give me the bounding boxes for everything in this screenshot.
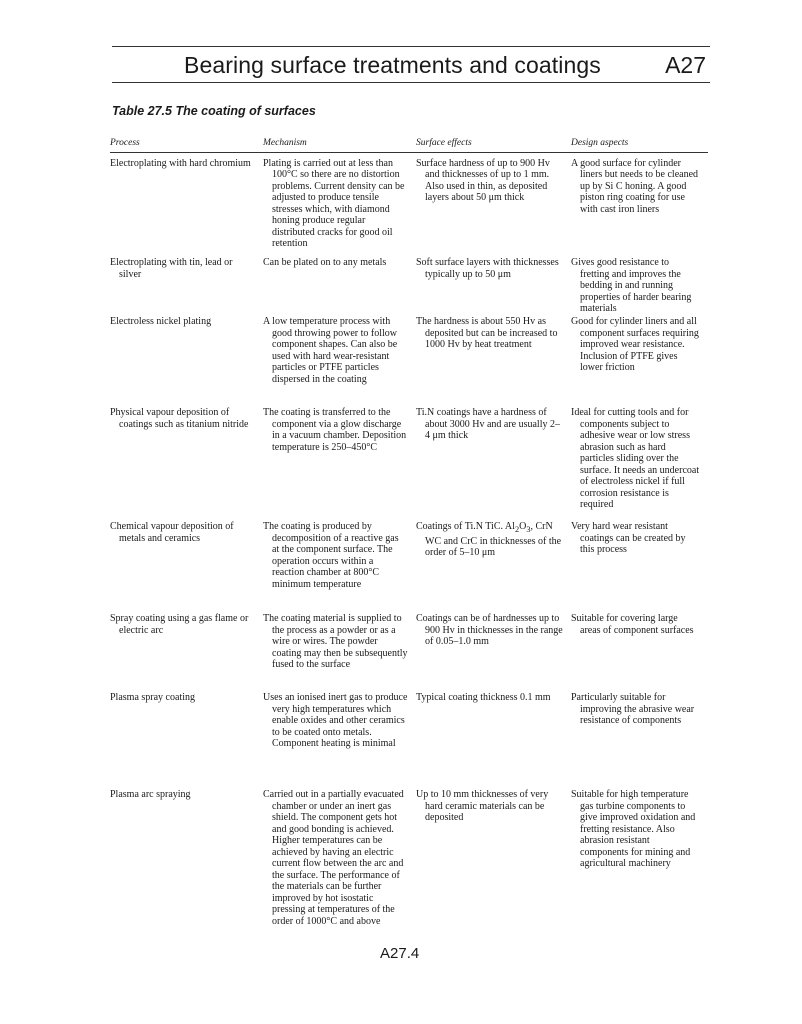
process-cell: Chemical vapour deposition of metals and ceramics <box>110 521 234 544</box>
process-cell: Spray coating using a gas flame or electric arc <box>110 613 249 636</box>
mechanism-cell: The coating material is supplied to the process as a powder or as a wire or wires. The powder coating may then be subsequently fused to the surface <box>263 613 408 670</box>
header-rule-top <box>112 46 710 47</box>
mechanism-cell: Can be plated on to any metals <box>263 257 387 268</box>
table-row <box>110 316 708 407</box>
design-aspects-cell: Particularly suitable for improving the abrasive wear resistance of components <box>571 692 695 726</box>
mechanism-cell: The coating is produced by decomposition of a reactive gas at the component surface. The operation occurs within a reaction chamber at 800°C minimum temperature <box>263 521 399 590</box>
column-header-mechanism: Mechanism <box>263 138 416 152</box>
table-row <box>110 521 708 613</box>
table-row <box>110 789 708 927</box>
design-aspects-cell: Gives good resistance to fretting and improves the bedding in and running properties of harder bearing materials <box>571 257 692 314</box>
process-cell: Electroplating with tin, lead or silver <box>110 257 233 280</box>
surface-effects-cell: Coatings of Ti.N TiC. $Al_2O_3$, CrN WC and CrC in thicknesses of the order of 5–10 μm <box>416 521 562 558</box>
mechanism-cell: The coating is transferred to the component via a glow discharge in a vacuum chamber. Deposition temperature is 250–450°C <box>263 407 407 453</box>
table-row <box>110 152 708 257</box>
table-row <box>110 613 708 692</box>
column-header-process: Process <box>110 138 263 152</box>
surface-effects-cell: Typical coating thickness 0.1 mm <box>416 692 551 703</box>
process-cell: Physical vapour deposition of coatings such as titanium nitride <box>110 407 249 430</box>
mechanism-cell: Plating is carried out at less than 100°C so there are no distortion problems. Current density can be adjusted to produce tensile stresses which, with diamond honing produce regular distributed cracks for good oil retention <box>263 157 405 249</box>
table-header-row <box>110 138 708 152</box>
coating-table <box>110 138 708 927</box>
surface-effects-cell: Up to 10 mm thicknesses of very hard ceramic materials can be deposited <box>416 789 549 823</box>
process-cell: Plasma arc spraying <box>110 789 191 800</box>
surface-effects-cell: Coatings can be of hardnesses up to 900 Hv in thicknesses in the range of 0.05–1.0 mm <box>416 613 563 647</box>
design-aspects-cell: Good for cylinder liners and all component surfaces requiring improved wear resistance. Inclusion of PTFE gives lower friction <box>571 316 699 373</box>
design-aspects-cell: Very hard wear resistant coatings can be created by this process <box>571 521 686 555</box>
mechanism-cell: A low temperature process with good throwing power to follow component shapes. Can also be used with hard wear-resistant particles or PTFE particles dispersed in the coating <box>263 316 398 385</box>
column-header-surface-effects: Surface effects <box>416 138 571 152</box>
column-header-design-aspects: Design aspects <box>571 138 708 152</box>
process-cell: Plasma spray coating <box>110 692 195 703</box>
mechanism-cell: Carried out in a partially evacuated chamber or under an inert gas shield. The component gets hot and good bonding is achieved. Higher temperatures can be achieved by having an electric current flow between the arc and the surface. The performance of the materials can be further improved by hot isostatic pressing at temperatures of the order of 1000°C and above <box>263 789 404 927</box>
page-number: A27.4 <box>380 945 420 962</box>
design-aspects-cell: Suitable for covering large areas of component surfaces <box>571 613 694 636</box>
surface-effects-cell: Surface hardness of up to 900 Hv and thicknesses of up to 1 mm. Also used in thin, as deposited layers about 50 μm thick <box>416 157 550 203</box>
page-title: Bearing surface treatments and coatings <box>184 52 601 78</box>
table-row <box>110 257 708 316</box>
surface-effects-cell: Soft surface layers with thicknesses typically up to 50 μm <box>416 257 559 280</box>
design-aspects-cell: Ideal for cutting tools and for components subject to adhesive wear or low stress abrasion such as hard particles sliding over the surface. It needs an undercoat of electroless nickel if full corrosion resistance is required <box>571 407 700 510</box>
surface-effects-cell: The hardness is about 550 Hv as deposited but can be increased to 1000 Hv by heat treatment <box>416 316 558 350</box>
table-row <box>110 692 708 789</box>
section-code: A27 <box>665 52 706 78</box>
surface-effects-cell: Ti.N coatings have a hardness of about 3000 Hv and are usually 2–4 μm thick <box>416 407 560 441</box>
header-rule-bottom <box>112 82 710 83</box>
process-cell: Electroplating with hard chromium <box>110 157 251 169</box>
design-aspects-cell: Suitable for high temperature gas turbine components to give improved oxidation and fretting resistance. Also abrasion resistant components for mining and agricultural machinery <box>571 789 696 869</box>
mechanism-cell: Uses an ionised inert gas to produce very high temperatures which enable oxides and other ceramics to be coated onto metals. Component heating is minimal <box>263 692 408 749</box>
process-cell: Electroless nickel plating <box>110 316 212 327</box>
table-caption: Table 27.5 The coating of surfaces <box>112 104 316 118</box>
design-aspects-cell: A good surface for cylinder liners but needs to be cleaned up by Si C honing. A good piston ring coating for use with cast iron liners <box>571 157 699 215</box>
table-row <box>110 407 708 521</box>
